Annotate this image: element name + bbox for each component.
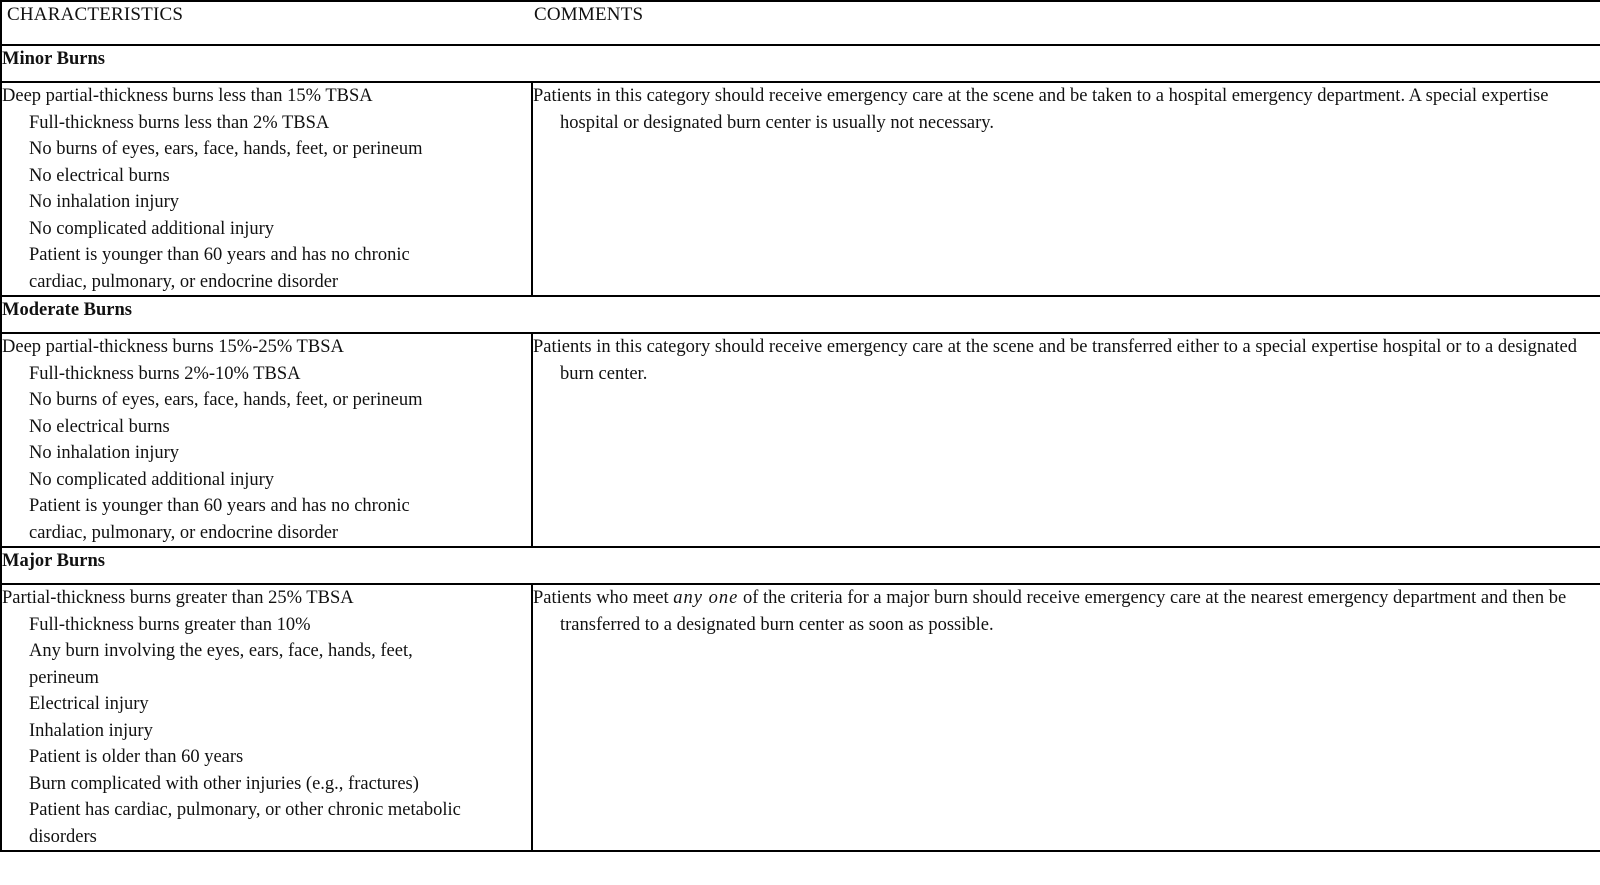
characteristic-item: Inhalation injury xyxy=(29,720,153,741)
category-title: Minor Burns xyxy=(1,45,1600,82)
characteristics-cell xyxy=(1,584,532,851)
content-row xyxy=(1,333,1600,547)
header-comments: COMMENTS xyxy=(532,1,1600,45)
header-row xyxy=(1,1,1600,45)
characteristic-item: No burns of eyes, ears, face, hands, feet, or perineum xyxy=(29,390,423,410)
comment-text xyxy=(533,83,1600,136)
header-characteristics: CHARACTERISTICS xyxy=(1,1,532,45)
comment-before: Patients in this category should receive emergency care at the scene and be taken to a hospital emergency department. A special expertise hospital or designated burn center is usually not necessary. xyxy=(533,86,1549,133)
characteristic-item: Patient is younger than 60 years and has no chronic xyxy=(29,496,410,516)
characteristic-item: disorders xyxy=(29,826,97,847)
characteristic-item: Patient has cardiac, pulmonary, or other chronic metabolic xyxy=(29,800,461,820)
comment-text xyxy=(533,585,1600,638)
characteristic-item: No complicated additional injury xyxy=(29,218,275,239)
characteristic-item: Patient is younger than 60 years and has no chronic xyxy=(29,245,410,265)
characteristics-cell xyxy=(1,82,532,296)
section-minor-burns xyxy=(1,45,1600,296)
characteristic-item: No inhalation injury xyxy=(29,443,180,463)
characteristic-item: cardiac, pulmonary, or endocrine disorder xyxy=(29,522,339,543)
category-title: Major Burns xyxy=(1,547,1600,584)
content-row xyxy=(1,82,1600,296)
section-major-burns xyxy=(1,547,1600,851)
characteristic-item: No burns of eyes, ears, face, hands, feet, or perineum xyxy=(29,139,423,159)
characteristic-item: Patient is older than 60 years xyxy=(29,747,244,767)
category-row xyxy=(1,296,1600,333)
content-row xyxy=(1,584,1600,851)
category-row xyxy=(1,547,1600,584)
characteristic-item: Full-thickness burns 2%-10% TBSA xyxy=(29,363,301,384)
section-moderate-burns xyxy=(1,296,1600,547)
category-title: Moderate Burns xyxy=(1,296,1600,333)
characteristic-item: cardiac, pulmonary, or endocrine disorder xyxy=(29,271,339,292)
characteristic-item: No electrical burns xyxy=(29,165,170,186)
characteristic-item: Deep partial-thickness burns less than 15% TBSA xyxy=(2,86,373,106)
comment-text xyxy=(533,334,1600,387)
characteristic-item: Full-thickness burns less than 2% TBSA xyxy=(29,112,330,133)
characteristic-item: Full-thickness burns greater than 10% xyxy=(29,614,311,635)
characteristic-item: Any burn involving the eyes, ears, face, hands, feet, xyxy=(29,641,413,661)
characteristics-cell xyxy=(1,333,532,547)
characteristic-item: Deep partial-thickness burns 15%-25% TBSA xyxy=(2,337,344,357)
comment-after: of the criteria for a major burn should receive emergency care at the nearest emergency department and then be transferred to a designated burn center as soon as possible. xyxy=(560,588,1567,635)
characteristic-item: No inhalation injury xyxy=(29,192,180,212)
characteristic-item: No electrical burns xyxy=(29,416,170,437)
characteristic-item: Electrical injury xyxy=(29,694,149,714)
category-row xyxy=(1,45,1600,82)
comment-before: Patients who meet xyxy=(533,588,674,608)
characteristic-item: No complicated additional injury xyxy=(29,469,275,490)
comment-before: Patients in this category should receive emergency care at the scene and be transferred either to a special expertise hospital or to a designated burn center. xyxy=(533,337,1577,384)
comments-cell xyxy=(532,584,1600,851)
comments-cell xyxy=(532,333,1600,547)
comment-emphasis: any one xyxy=(673,588,739,608)
characteristic-item: Burn complicated with other injuries (e.g., fractures) xyxy=(29,773,419,794)
characteristic-item: perineum xyxy=(29,667,99,688)
characteristic-item: Partial-thickness burns greater than 25% TBSA xyxy=(2,588,354,608)
comments-cell xyxy=(532,82,1600,296)
